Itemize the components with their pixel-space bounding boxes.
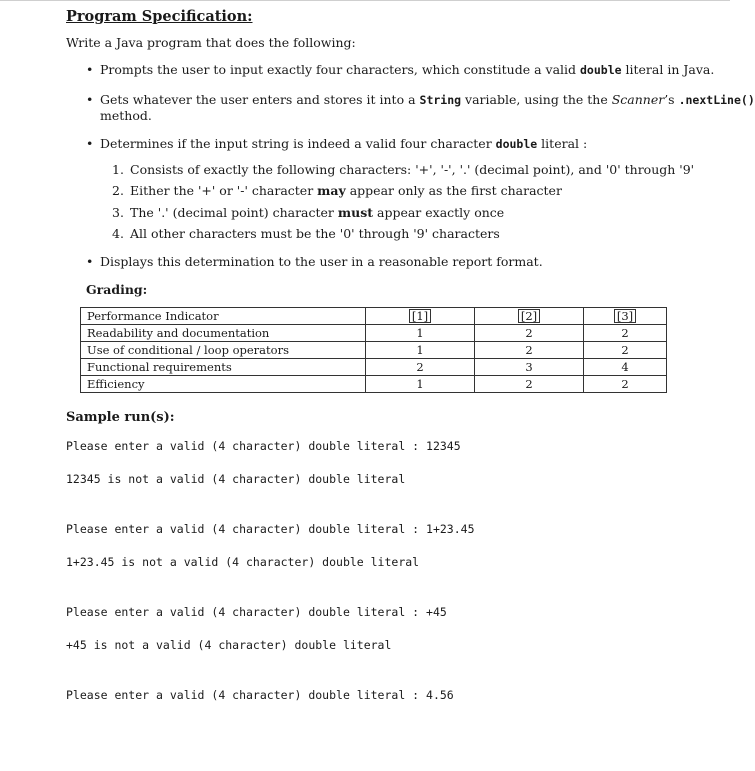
list-number: 1. bbox=[112, 162, 124, 177]
table-cell: Functional requirements bbox=[81, 359, 366, 376]
table-cell: Use of conditional / loop operators bbox=[81, 342, 366, 359]
list-item: The '.' (decimal point) character must appear exactly once bbox=[130, 205, 505, 220]
table-cell: 3 bbox=[475, 359, 584, 376]
table-cell: 2 bbox=[366, 359, 475, 376]
bullet-icon bbox=[86, 92, 96, 107]
table-cell: Efficiency bbox=[81, 376, 366, 393]
table-cell: 1 bbox=[366, 325, 475, 342]
list-item: All other characters must be the '0' through '9' characters bbox=[130, 226, 500, 241]
bullet-icon bbox=[86, 62, 96, 77]
bullet-determines: Determines if the input string is indeed a valid four character double literal : bbox=[100, 136, 588, 151]
table-cell: 1 bbox=[366, 376, 475, 393]
bullet-prompt: Prompts the user to input exactly four characters, which constitude a valid double literal in Java. bbox=[100, 62, 715, 77]
table-header-cell: Performance Indicator bbox=[81, 308, 366, 325]
bullet-icon bbox=[86, 136, 96, 151]
list-item: Either the '+' or '-' character may appear only as the first character bbox=[130, 183, 562, 198]
top-divider bbox=[0, 0, 730, 1]
table-row bbox=[81, 376, 667, 393]
table-cell: 2 bbox=[584, 376, 667, 393]
list-number: 3. bbox=[112, 205, 124, 220]
terminal-line: 1+23.45 is not a valid (4 character) double literal bbox=[66, 555, 420, 569]
page-title: Program Specification: bbox=[66, 8, 253, 25]
table-cell: 2 bbox=[584, 342, 667, 359]
table-header-row bbox=[81, 308, 667, 325]
sample-run-title: Sample run(s): bbox=[66, 410, 175, 425]
grading-title: Grading: bbox=[86, 282, 148, 297]
list-number: 4. bbox=[112, 226, 124, 241]
terminal-line: +45 is not a valid (4 character) double literal bbox=[66, 638, 392, 652]
table-header-cell: [3] bbox=[614, 309, 636, 323]
table-header-cell: [2] bbox=[518, 309, 540, 323]
table-cell: 2 bbox=[475, 342, 584, 359]
bullet-icon bbox=[86, 254, 96, 269]
table-row bbox=[81, 359, 667, 376]
bullet-displays: Displays this determination to the user in a reasonable report format. bbox=[100, 254, 543, 269]
terminal-line: Please enter a valid (4 character) double literal : 12345 bbox=[66, 439, 461, 453]
table-cell: 4 bbox=[584, 359, 667, 376]
terminal-line: Please enter a valid (4 character) double literal : 4.56 bbox=[66, 688, 454, 702]
grading-table bbox=[80, 307, 667, 393]
terminal-line: Please enter a valid (4 character) double literal : 1+23.45 bbox=[66, 522, 475, 536]
terminal-line: 12345 is not a valid (4 character) double literal bbox=[66, 472, 406, 486]
table-cell: Readability and documentation bbox=[81, 325, 366, 342]
intro-text: Write a Java program that does the following: bbox=[66, 35, 356, 50]
list-number: 2. bbox=[112, 183, 124, 198]
table-cell: 2 bbox=[475, 325, 584, 342]
bullet-gets-input-line2: method. bbox=[100, 108, 152, 123]
table-cell: 2 bbox=[475, 376, 584, 393]
bullet-gets-input: Gets whatever the user enters and stores it into a String variable, using the the Scanner’s .nextLine() bbox=[100, 92, 755, 107]
table-cell: 1 bbox=[366, 342, 475, 359]
terminal-line: Please enter a valid (4 character) double literal : +45 bbox=[66, 605, 447, 619]
table-header-cell: [1] bbox=[409, 309, 431, 323]
table-cell: 2 bbox=[584, 325, 667, 342]
list-item: Consists of exactly the following characters: '+', '-', '.' (decimal point), and '0' through '9' bbox=[130, 162, 695, 177]
table-row bbox=[81, 325, 667, 342]
table-row bbox=[81, 342, 667, 359]
